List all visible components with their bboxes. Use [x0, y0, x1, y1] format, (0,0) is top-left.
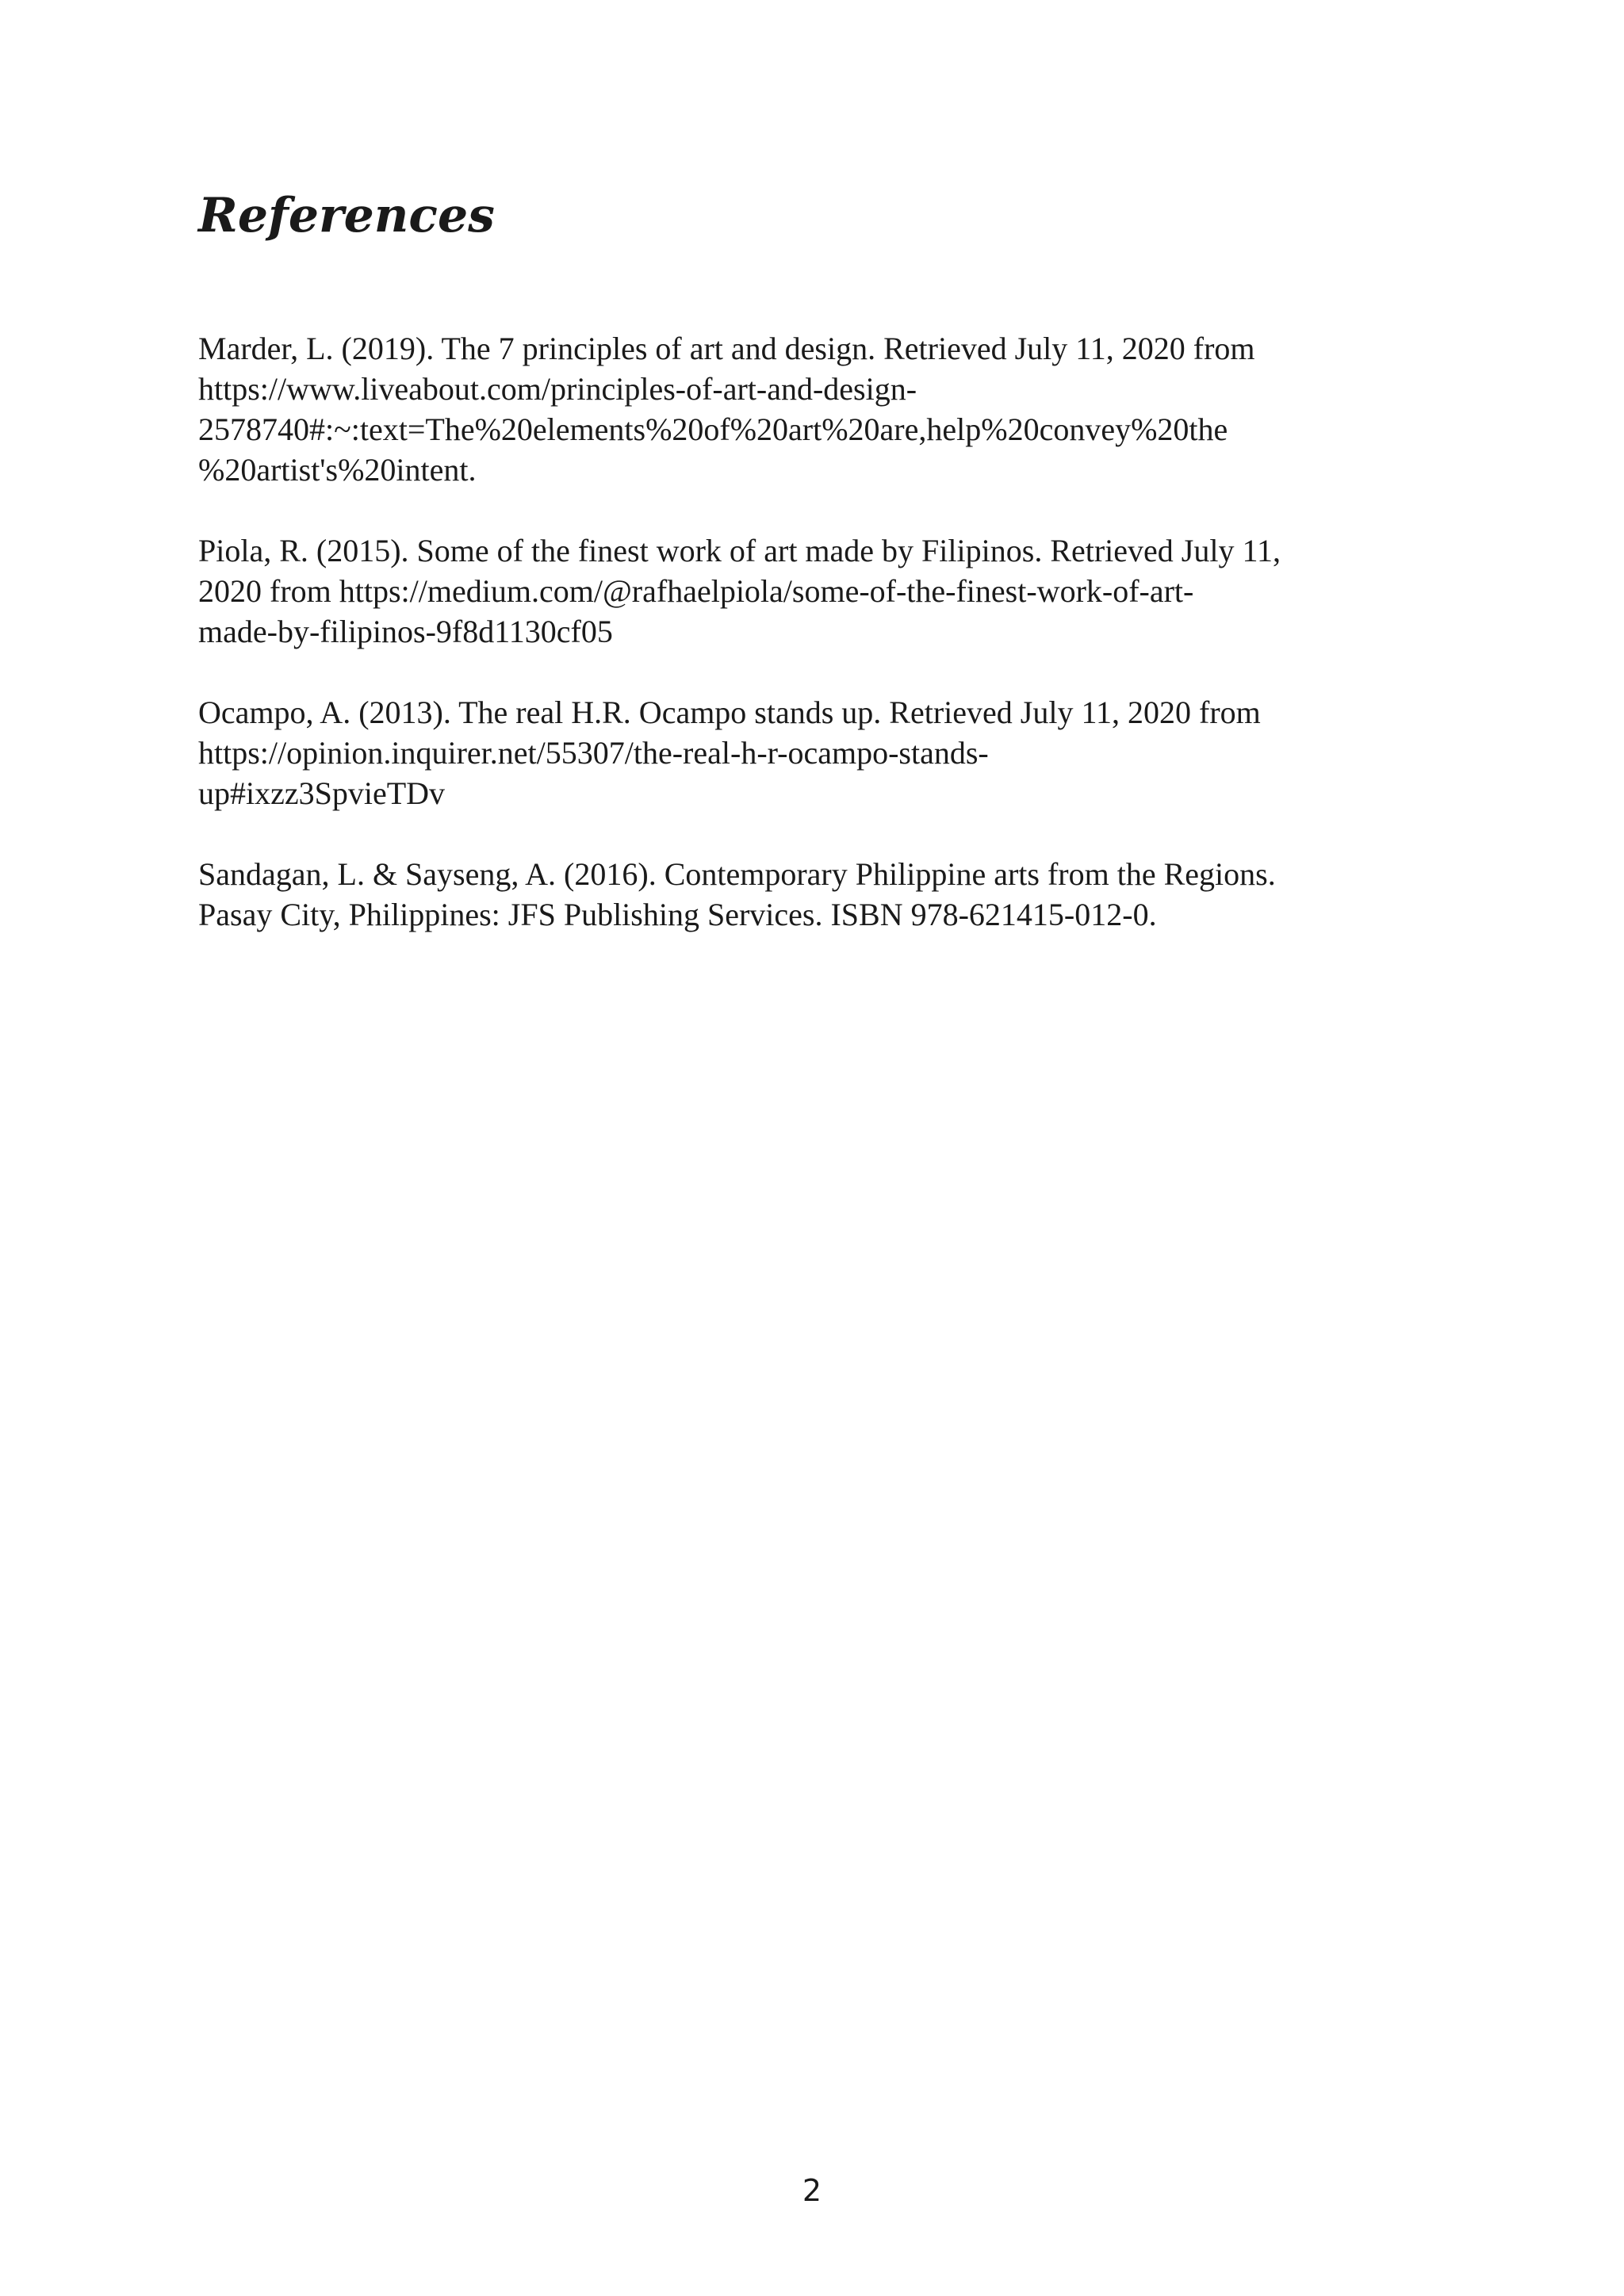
reference-url-line: %20artist's%20intent. [198, 452, 477, 488]
reference-url-line: up#ixzz3SpvieTDv [198, 775, 446, 811]
reference-entry-piola [198, 530, 1451, 652]
reference-line: Marder, L. (2019). The 7 principles of art and design. Retrieved July 11, 2020 from [198, 331, 1255, 366]
reference-list [198, 328, 1451, 975]
reference-url-line: https://opinion.inquirer.net/55307/the-real-h-r-ocampo-stands- [198, 735, 989, 771]
reference-line: Piola, R. (2015). Some of the finest work of art made by Filipinos. Retrieved July 11, [198, 533, 1281, 568]
reference-url-line: 2020 from https://medium.com/@rafhaelpiola/some-of-the-finest-work-of-art- [198, 573, 1194, 609]
reference-url-line: https://www.liveabout.com/principles-of-art-and-design- [198, 371, 917, 407]
reference-entry-sandagan [198, 854, 1451, 935]
reference-line: Pasay City, Philippines: JFS Publishing Services. ISBN 978-621415-012-0. [198, 897, 1157, 932]
reference-entry-marder [198, 328, 1451, 490]
page-number: 2 [802, 2173, 822, 2208]
page-title: References [198, 188, 495, 243]
reference-url-line: made-by-filipinos-9f8d1130cf05 [198, 614, 613, 649]
reference-line: Ocampo, A. (2013). The real H.R. Ocampo stands up. Retrieved July 11, 2020 from [198, 695, 1261, 730]
reference-url-line: 2578740#:~:text=The%20elements%20of%20art%20are,help%20convey%20the [198, 411, 1228, 447]
reference-line: Sandagan, L. & Sayseng, A. (2016). Contemporary Philippine arts from the Regions. [198, 856, 1276, 892]
reference-entry-ocampo [198, 692, 1451, 813]
